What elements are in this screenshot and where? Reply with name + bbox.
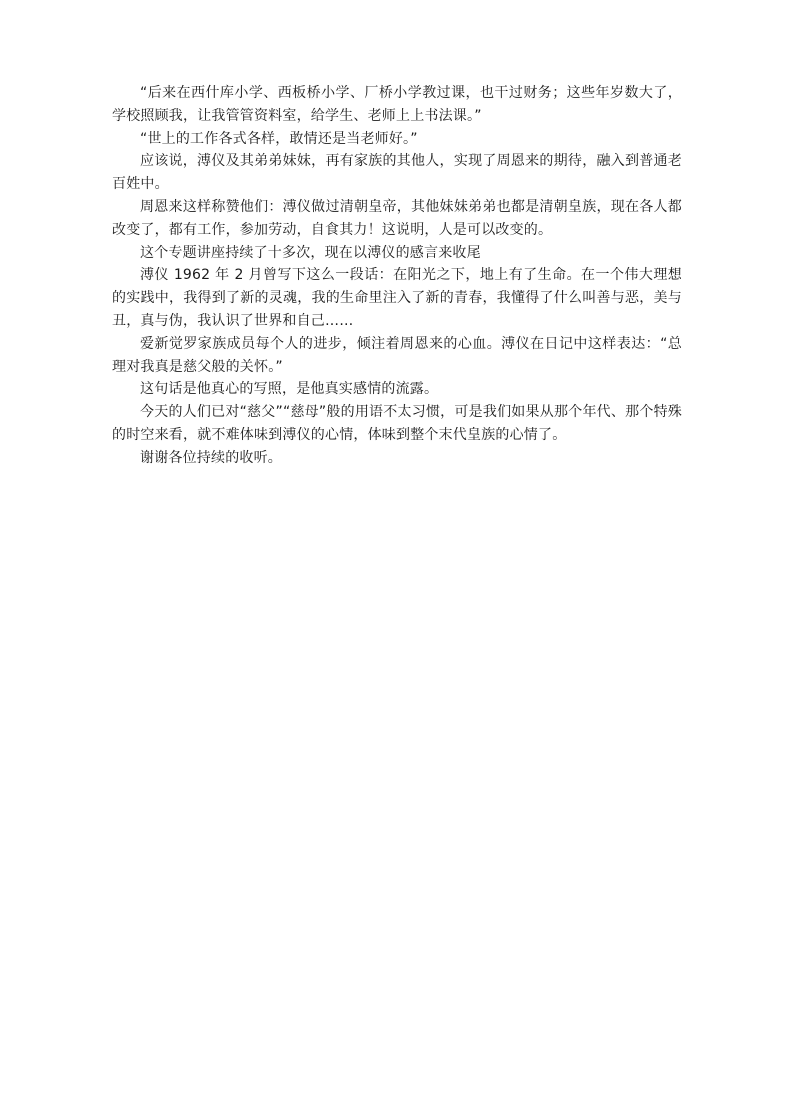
paragraph-10: 谢谢各位持续的收听。: [140, 449, 282, 466]
paragraph-8: 这句话是他真心的写照，是他真实感情的流露。: [140, 381, 439, 398]
paragraph-9: 今天的人们已对“慈父”“慈母”般的用语不太习惯，可是我们如果从那个年代、那个特殊的时空来看，就不难体味到溥仪的心情，体味到整个末代皇族的心情了。: [112, 404, 682, 443]
paragraph-7: 爱新觉罗家族成员每个人的进步，倾注着周恩来的心血。溥仪在日记中这样表达：“总理对我真是慈父般的关怀。”: [112, 335, 682, 375]
paragraph-6: 溥仪 1962 年 2 月曾写下这么一段话：在阳光之下，地上有了生命。在一个伟大理想的实践中，我得到了新的灵魂，我的生命里注入了新的青春，我懂得了什么叫善与恶，美与丑，真与伪，我认识了世界和自己……: [112, 267, 682, 329]
paragraph-2: “世上的工作各式各样，敢情还是当老师好。”: [140, 130, 418, 147]
document-body: [112, 82, 682, 470]
paragraph-3: 应该说，溥仪及其弟弟妹妹，再有家族的其他人，实现了周恩来的期待，融入到普通老百姓中。: [112, 153, 682, 193]
paragraph-4: 周恩来这样称赞他们：溥仪做过清朝皇帝，其他妹妹弟弟也都是清朝皇族，现在各人都改变了，都有工作，参加劳动，自食其力！这说明，人是可以改变的。: [112, 198, 682, 238]
paragraph-1: “后来在西什库小学、西板桥小学、厂桥小学教过课，也干过财务；这些年岁数大了，学校照顾我，让我管管资料室，给学生、老师上上书法课。”: [112, 85, 682, 124]
paragraph-5: 这个专题讲座持续了十多次，现在以溥仪的感言来收尾: [140, 244, 481, 261]
